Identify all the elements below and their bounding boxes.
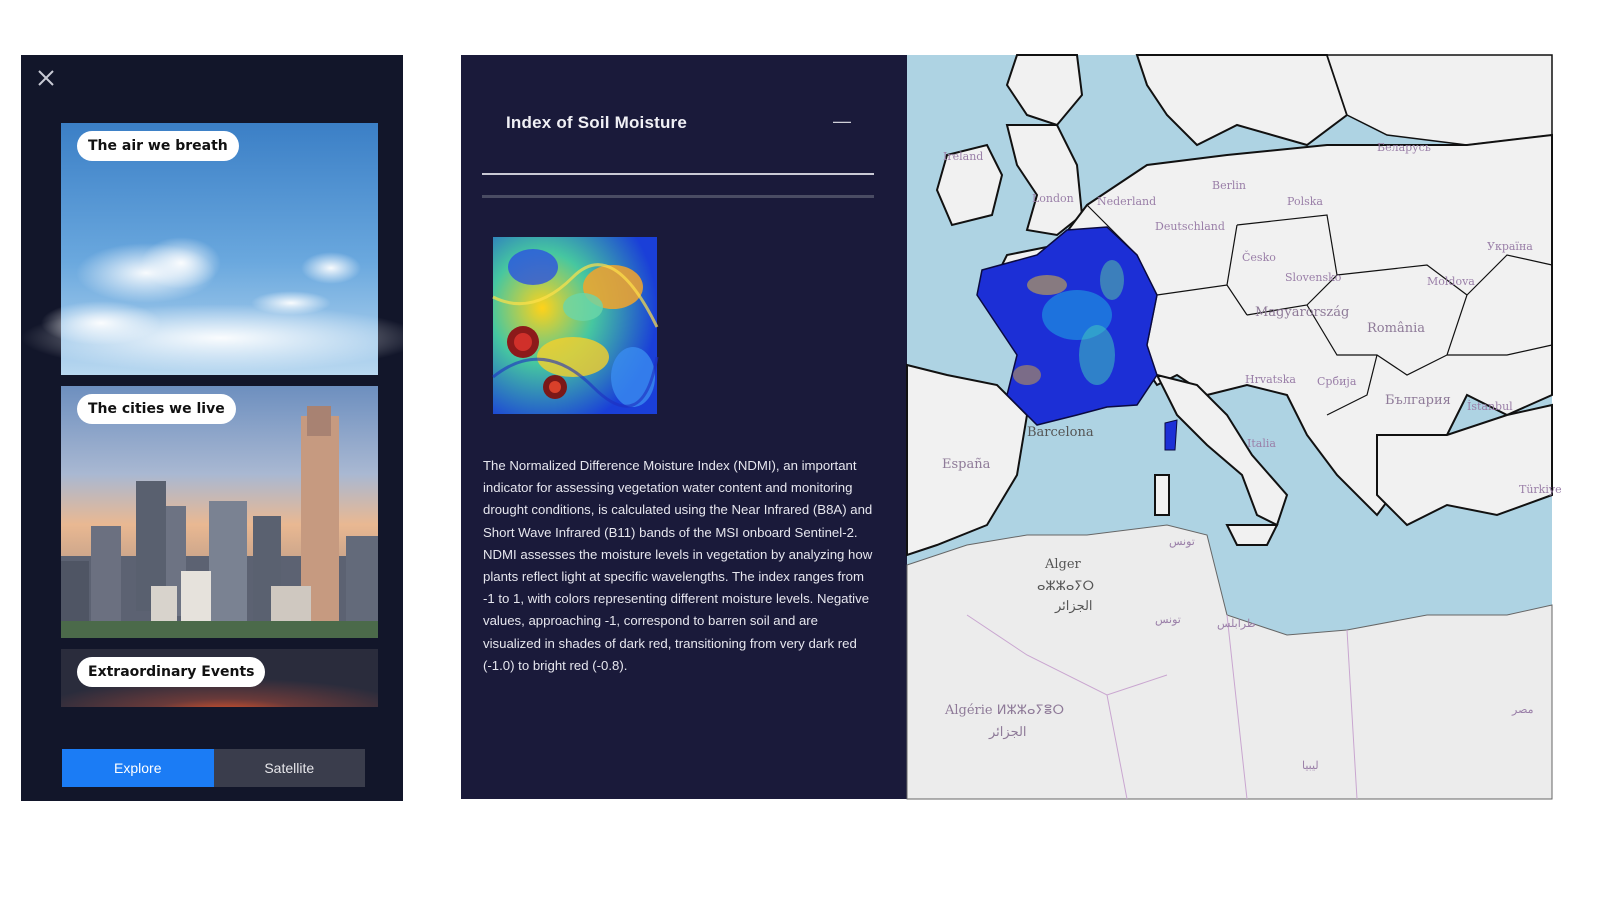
satellite-tab[interactable]: Satellite — [214, 749, 366, 787]
layer-description: The Normalized Difference Moisture Index (NDMI), an important indicator for assessing vegetation water content and monitoring drought conditions, is calculated using the Near Infrared (B8A) and Short Wave Infrared (B11) bands of the MSI onboard Sentinel-2. NDMI assesses the moisture levels in vegetation by analyzing how plants reflect light at specific wavelengths. The index ranges from -1 to 1, with colors representing different moisture levels. Negative values, approaching -1, correspond to barren soil and are visualized in shades of dark red, transitioning from very dark red (-1.0) to bright red (-0.8). — [483, 458, 873, 673]
map-label-tripoli-ar: طرابلس — [1217, 617, 1256, 630]
map-label-polska: Polska — [1287, 195, 1323, 208]
map-label-espana: España — [942, 457, 991, 472]
close-icon[interactable] — [35, 67, 57, 89]
card-air[interactable] — [61, 123, 378, 375]
card-cities[interactable] — [61, 386, 378, 638]
map-label-algerie-ar: الجزائر — [989, 725, 1027, 740]
map-label-bulgaria: България — [1385, 393, 1451, 408]
layer-title: Index of Soil Moisture — [506, 113, 688, 132]
map-label-algerie: Algérie ⵍⵣⵣⴰⵢⴻⵔ — [945, 703, 1065, 718]
map-label-libya-ar: ليبيا — [1302, 759, 1319, 772]
map-label-romania: România — [1367, 321, 1425, 336]
map-label-barcelona: Barcelona — [1027, 425, 1094, 440]
map-label-cesko: Česko — [1242, 251, 1276, 264]
map-label-london: London — [1032, 192, 1074, 205]
map-label-ireland: Ireland — [943, 150, 984, 163]
card-air-label: The air we breath — [77, 131, 239, 161]
map-label-alger-ar: الجزائر — [1055, 599, 1093, 614]
ndmi-thumbnail — [493, 237, 657, 414]
map-label-italia: Italia — [1247, 437, 1276, 450]
map-label-ukraine: Україна — [1487, 240, 1533, 253]
map-view[interactable] — [907, 55, 1562, 799]
map-label-nederland: Nederland — [1097, 195, 1157, 208]
map-label-srbija: Србија — [1317, 375, 1357, 388]
explore-panel — [21, 55, 403, 801]
map-label-magyarorszag: Magyarország — [1255, 305, 1350, 320]
map-label-slovensko: Slovensko — [1285, 271, 1342, 284]
map-label-egypt-ar: مصر — [1512, 703, 1534, 716]
minus-icon[interactable]: — — [833, 111, 851, 131]
layer-info-panel — [461, 55, 907, 799]
map-label-berlin: Berlin — [1212, 179, 1246, 192]
divider — [482, 195, 874, 198]
map-label-hrvatska: Hrvatska — [1245, 373, 1296, 386]
explore-tab[interactable]: Explore — [62, 749, 214, 787]
map-label-alger-tif: ⴰⵣⵣⴰⵢⵔ — [1037, 579, 1095, 594]
map-label-deutschland: Deutschland — [1155, 220, 1225, 233]
card-cities-label: The cities we live — [77, 394, 236, 424]
map-label-istanbul: İstanbul — [1467, 400, 1513, 413]
map-label-belarus: Беларусь — [1377, 141, 1431, 154]
card-events[interactable] — [61, 649, 378, 707]
europe-map — [907, 55, 1552, 799]
map-label-alger: Alger — [1045, 557, 1081, 572]
map-label-turkiye: Türkiye — [1519, 483, 1562, 496]
map-label-tunisie-ar: تونس — [1155, 613, 1181, 626]
map-label-moldova: Moldova — [1427, 275, 1475, 288]
divider — [482, 173, 874, 175]
card-events-label: Extraordinary Events — [77, 657, 265, 687]
view-mode-toggle — [62, 749, 365, 787]
map-label-tunis-ar: تونس — [1169, 535, 1195, 548]
